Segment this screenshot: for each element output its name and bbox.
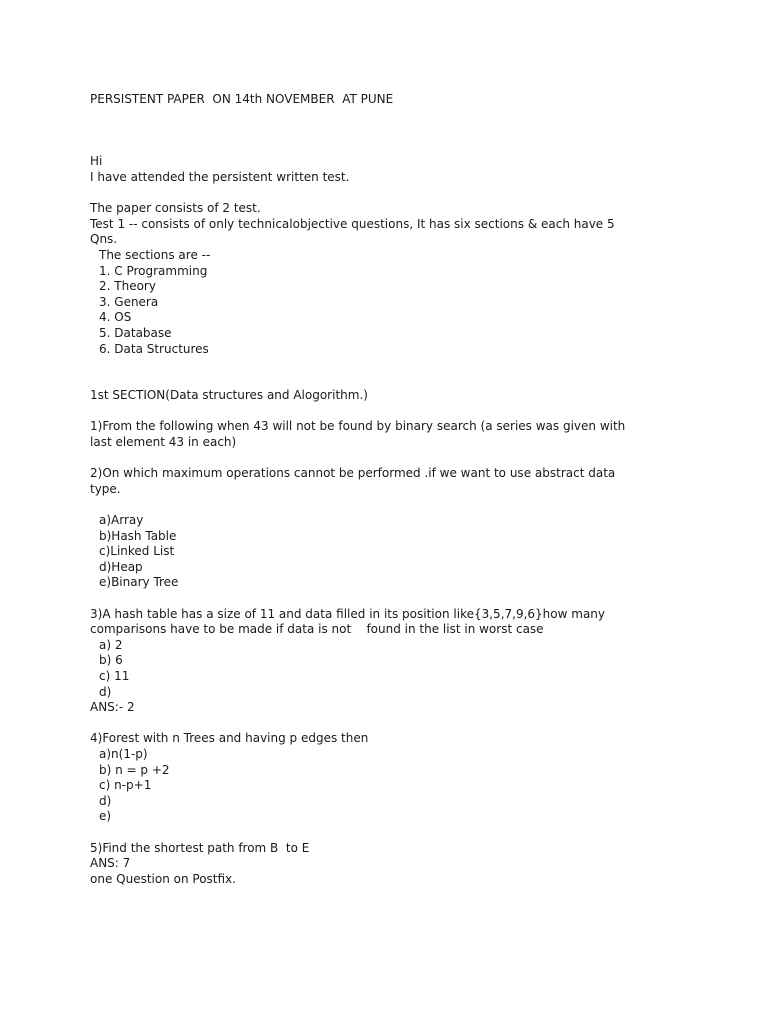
question-5: 5)Find the shortest path from B to E (90, 840, 310, 855)
question-4-option: a)n(1-p) (99, 746, 148, 761)
list-item: 1. C Programming (99, 263, 208, 278)
postfix-note: one Question on Postfix. (90, 871, 236, 886)
section1-heading: 1st SECTION(Data structures and Alogorithm.) (90, 388, 368, 403)
question-3-option: a) 2 (99, 637, 123, 652)
document-page (90, 92, 670, 887)
question-3-option: d) (99, 684, 112, 699)
question-3-line2: comparisons have to be made if data is not found in the list in worst case (90, 622, 544, 637)
paper-consists-text: The paper consists of 2 test. (90, 201, 261, 216)
question-2-line1: 2)On which maximum operations cannot be performed .if we want to use abstract data (90, 466, 616, 481)
list-item: 2. Theory (99, 279, 156, 294)
question-2-option: d)Heap (99, 559, 143, 574)
question-1-line2: last element 43 in each) (90, 435, 237, 450)
question-3-answer: ANS:- 2 (90, 700, 135, 715)
sections-heading: The sections are -- (99, 247, 211, 262)
question-3-line1: 3)A hash table has a size of 11 and data filled in its position like{3,5,7,9,6}how many (90, 606, 605, 621)
question-3-option: b) 6 (99, 653, 123, 668)
question-2-option: c)Linked List (99, 544, 175, 559)
question-2-option: a)Array (99, 513, 144, 528)
question-4-option: b) n = p +2 (99, 762, 170, 777)
question-2-option: e)Binary Tree (99, 575, 179, 590)
list-item: 5. Database (99, 325, 172, 340)
test1-description-line1: Test 1 -- consists of only technicalobjective questions, It has six sections & each have 5 (90, 216, 615, 231)
test1-description-line2: Qns. (90, 232, 118, 247)
question-2-line2: type. (90, 481, 121, 496)
question-4-option: c) n-p+1 (99, 778, 152, 793)
list-item: 3. Genera (99, 294, 159, 309)
question-4-option: d) (99, 793, 112, 808)
greeting: Hi (90, 154, 103, 169)
question-3-option: c) 11 (99, 668, 130, 683)
page-title: PERSISTENT PAPER ON 14th NOVEMBER AT PUNE (90, 92, 394, 106)
question-1-line1: 1)From the following when 43 will not be found by binary search (a series was given with (90, 419, 626, 434)
attended-text: I have attended the persistent written test. (90, 169, 350, 184)
question-2-option: b)Hash Table (99, 528, 177, 543)
question-4-option: e) (99, 809, 112, 824)
question-4: 4)Forest with n Trees and having p edges then (90, 731, 369, 746)
list-item: 4. OS (99, 310, 132, 325)
question-5-answer: ANS: 7 (90, 856, 131, 871)
list-item: 6. Data Structures (99, 341, 209, 356)
